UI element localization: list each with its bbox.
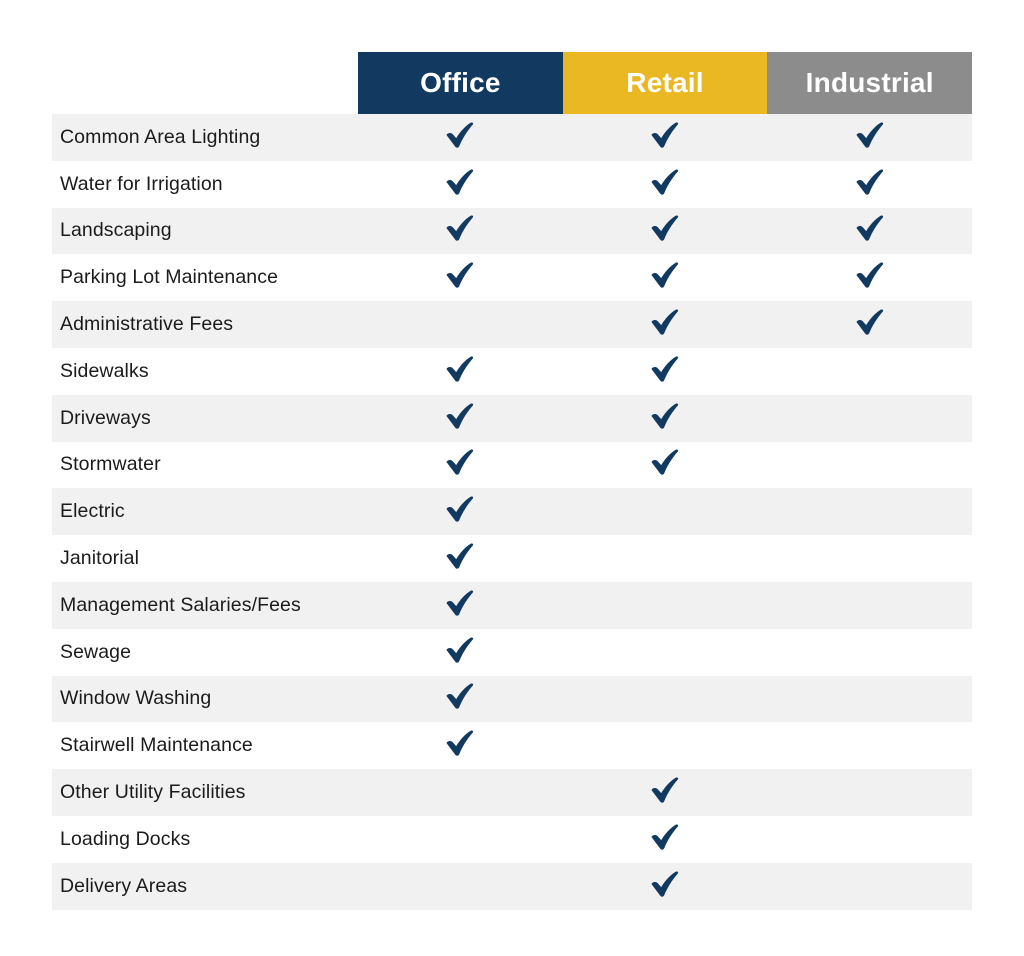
check-icon [855, 262, 885, 288]
cell-office [358, 208, 563, 255]
check-icon [445, 590, 475, 616]
cell-retail [563, 208, 768, 255]
table-row [52, 582, 972, 629]
cell-office [358, 676, 563, 723]
check-icon [855, 309, 885, 335]
check-icon [445, 496, 475, 522]
table-row [52, 629, 972, 676]
check-icon [445, 262, 475, 288]
table-row [52, 535, 972, 582]
cell-office [358, 816, 563, 863]
row-label: Common Area Lighting [52, 114, 358, 161]
table-row [52, 488, 972, 535]
row-label: Janitorial [52, 535, 358, 582]
cell-retail [563, 582, 768, 629]
check-icon [650, 356, 680, 382]
table-row [52, 208, 972, 255]
check-icon [855, 122, 885, 148]
check-icon [445, 403, 475, 429]
cell-retail [563, 722, 768, 769]
check-icon [445, 122, 475, 148]
check-icon [855, 169, 885, 195]
cell-retail [563, 488, 768, 535]
table-header [52, 52, 972, 114]
check-icon [445, 637, 475, 663]
row-label: Landscaping [52, 208, 358, 255]
check-icon [650, 449, 680, 475]
cell-industrial [767, 535, 972, 582]
row-label: Delivery Areas [52, 863, 358, 910]
comparison-matrix [52, 52, 972, 910]
row-label: Window Washing [52, 676, 358, 723]
row-label: Sewage [52, 629, 358, 676]
cell-office [358, 301, 563, 348]
cell-retail [563, 254, 768, 301]
cell-industrial [767, 816, 972, 863]
cell-retail [563, 442, 768, 489]
table-row [52, 161, 972, 208]
table-body [52, 114, 972, 910]
cell-office [358, 488, 563, 535]
cell-industrial [767, 161, 972, 208]
header-cell-office: Office [358, 52, 563, 114]
row-label: Stormwater [52, 442, 358, 489]
table-row [52, 301, 972, 348]
header-row [52, 52, 972, 114]
cell-retail [563, 395, 768, 442]
header-cell-industrial: Industrial [767, 52, 972, 114]
row-label: Parking Lot Maintenance [52, 254, 358, 301]
row-label: Administrative Fees [52, 301, 358, 348]
check-icon [650, 777, 680, 803]
check-icon [855, 215, 885, 241]
cell-office [358, 722, 563, 769]
cell-industrial [767, 629, 972, 676]
cell-industrial [767, 114, 972, 161]
check-icon [445, 683, 475, 709]
cell-industrial [767, 676, 972, 723]
row-label: Stairwell Maintenance [52, 722, 358, 769]
table-row [52, 816, 972, 863]
check-icon [445, 356, 475, 382]
cell-office [358, 161, 563, 208]
row-label: Management Salaries/Fees [52, 582, 358, 629]
cell-retail [563, 816, 768, 863]
header-cell-retail: Retail [563, 52, 768, 114]
table-row [52, 395, 972, 442]
row-label: Sidewalks [52, 348, 358, 395]
cell-industrial [767, 254, 972, 301]
cell-office [358, 629, 563, 676]
cell-office [358, 395, 563, 442]
check-icon [445, 543, 475, 569]
cell-industrial [767, 301, 972, 348]
table-row [52, 676, 972, 723]
cell-industrial [767, 348, 972, 395]
cell-retail [563, 629, 768, 676]
cell-retail [563, 161, 768, 208]
check-icon [650, 309, 680, 335]
cell-office [358, 442, 563, 489]
cell-industrial [767, 395, 972, 442]
cell-office [358, 114, 563, 161]
row-label: Driveways [52, 395, 358, 442]
cell-retail [563, 535, 768, 582]
cell-office [358, 769, 563, 816]
check-icon [445, 449, 475, 475]
table-row [52, 863, 972, 910]
cell-office [358, 863, 563, 910]
table-row [52, 348, 972, 395]
check-icon [650, 215, 680, 241]
cell-office [358, 582, 563, 629]
check-icon [650, 169, 680, 195]
table-row [52, 722, 972, 769]
cell-industrial [767, 769, 972, 816]
cell-office [358, 348, 563, 395]
cell-industrial [767, 582, 972, 629]
check-icon [445, 169, 475, 195]
table-row [52, 254, 972, 301]
check-icon [650, 403, 680, 429]
check-icon [650, 871, 680, 897]
row-label: Electric [52, 488, 358, 535]
cell-industrial [767, 722, 972, 769]
table-row [52, 442, 972, 489]
row-label: Other Utility Facilities [52, 769, 358, 816]
cell-retail [563, 676, 768, 723]
check-icon [445, 215, 475, 241]
check-icon [650, 262, 680, 288]
cell-office [358, 254, 563, 301]
row-label: Loading Docks [52, 816, 358, 863]
cell-retail [563, 114, 768, 161]
table-row [52, 769, 972, 816]
cell-retail [563, 769, 768, 816]
cell-retail [563, 301, 768, 348]
cell-industrial [767, 208, 972, 255]
check-icon [650, 824, 680, 850]
cell-industrial [767, 863, 972, 910]
check-icon [650, 122, 680, 148]
cell-industrial [767, 488, 972, 535]
check-icon [445, 730, 475, 756]
cell-industrial [767, 442, 972, 489]
row-label: Water for Irrigation [52, 161, 358, 208]
cell-office [358, 535, 563, 582]
cell-retail [563, 348, 768, 395]
table-row [52, 114, 972, 161]
cell-retail [563, 863, 768, 910]
header-cell-blank [52, 52, 358, 114]
